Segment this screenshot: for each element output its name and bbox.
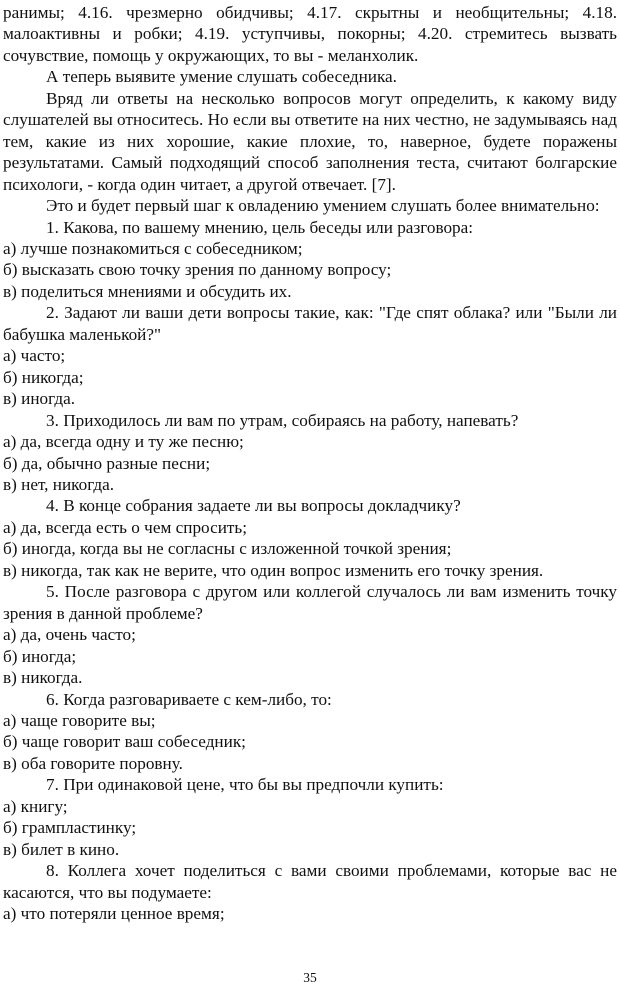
question-2-option-b: б) никогда; [3, 367, 84, 387]
question-2-option-a: а) часто; [3, 346, 66, 366]
question-3-option-a: а) да, всегда одну и ту же песню; [3, 432, 244, 452]
question-4: 4. В конце собрания задаете ли вы вопросы докладчику? [46, 496, 461, 516]
paragraph-temperament-end: ранимы; 4.16. чрезмерно обидчивы; 4.17. скрытны и необщительны; 4.18. малоактивны и робки; 4.19. уступчивы, покорны; 4.20. стремитесь вызвать сочувствие, помощь у окружающих, то вы - меланхолик. [3, 3, 617, 65]
question-5-option-c: в) никогда. [3, 668, 83, 688]
paragraph-listening-intro: А теперь выявите умение слушать собеседника. [46, 67, 397, 87]
paragraph-first-step: Это и будет первый шаг к овладению умением слушать более внимательно: [46, 196, 600, 216]
question-7-option-a: а) книгу; [3, 796, 68, 816]
question-6-option-a: а) чаще говорите вы; [3, 710, 156, 730]
question-4-option-c: в) никогда, так как не верите, что один вопрос изменить его точку зрения. [3, 560, 544, 580]
question-7: 7. При одинаковой цене, что бы вы предпочли купить: [46, 775, 444, 795]
question-7-option-c: в) билет в кино. [3, 839, 120, 859]
question-6: 6. Когда разговариваете с кем-либо, то: [46, 689, 332, 709]
question-1: 1. Какова, по вашему мнению, цель беседы или разговора: [46, 217, 474, 237]
question-5: 5. После разговора с другом или коллегой случалось ли вам изменить точку зрения в данной проблеме? [3, 582, 617, 623]
question-5-option-b: б) иногда; [3, 646, 77, 666]
question-3-option-c: в) нет, никогда. [3, 474, 115, 494]
question-6-option-c: в) оба говорите поровну. [3, 753, 183, 773]
question-3: 3. Приходилось ли вам по утрам, собираясь на работу, напевать? [46, 410, 519, 430]
paragraph-test-description: Вряд ли ответы на несколько вопросов могут определить, к какому виду слушателей вы относитесь. Но если вы ответите на них честно, не задумываясь над тем, какие из них хорошие, какие плохие, то, наверное, будете поражены результатами. Самый подходящий способ заполнения теста, считают болгарские психологи, - когда один читает, а другой отвечает. [7]. [3, 88, 617, 194]
question-2-option-c: в) иногда. [3, 389, 75, 409]
question-1-option-b: б) высказать свою точку зрения по данному вопросу; [3, 260, 392, 280]
questionnaire [3, 217, 617, 925]
question-8: 8. Коллега хочет поделиться с вами своими проблемами, которые вас не касаются, что вы подумаете: [3, 861, 617, 902]
question-4-option-b: б) иногда, когда вы не согласны с изложенной точкой зрения; [3, 539, 452, 559]
question-7-option-b: б) грампластинку; [3, 818, 137, 838]
question-6-option-b: б) чаще говорит ваш собеседник; [3, 732, 246, 752]
question-1-option-a: а) лучше познакомиться с собеседником; [3, 238, 303, 258]
question-4-option-a: а) да, всегда есть о чем спросить; [3, 517, 248, 537]
question-8-option-a: а) что потеряли ценное время; [3, 904, 225, 924]
page-number: 35 [303, 970, 317, 985]
question-1-option-c: в) поделиться мнениями и обсудить их. [3, 281, 292, 301]
question-3-option-b: б) да, обычно разные песни; [3, 453, 211, 473]
question-2: 2. Задают ли ваши дети вопросы такие, как: "Где спят облака? или "Были ли бабушка маленькой?" [3, 303, 617, 344]
question-5-option-a: а) да, очень часто; [3, 625, 136, 645]
